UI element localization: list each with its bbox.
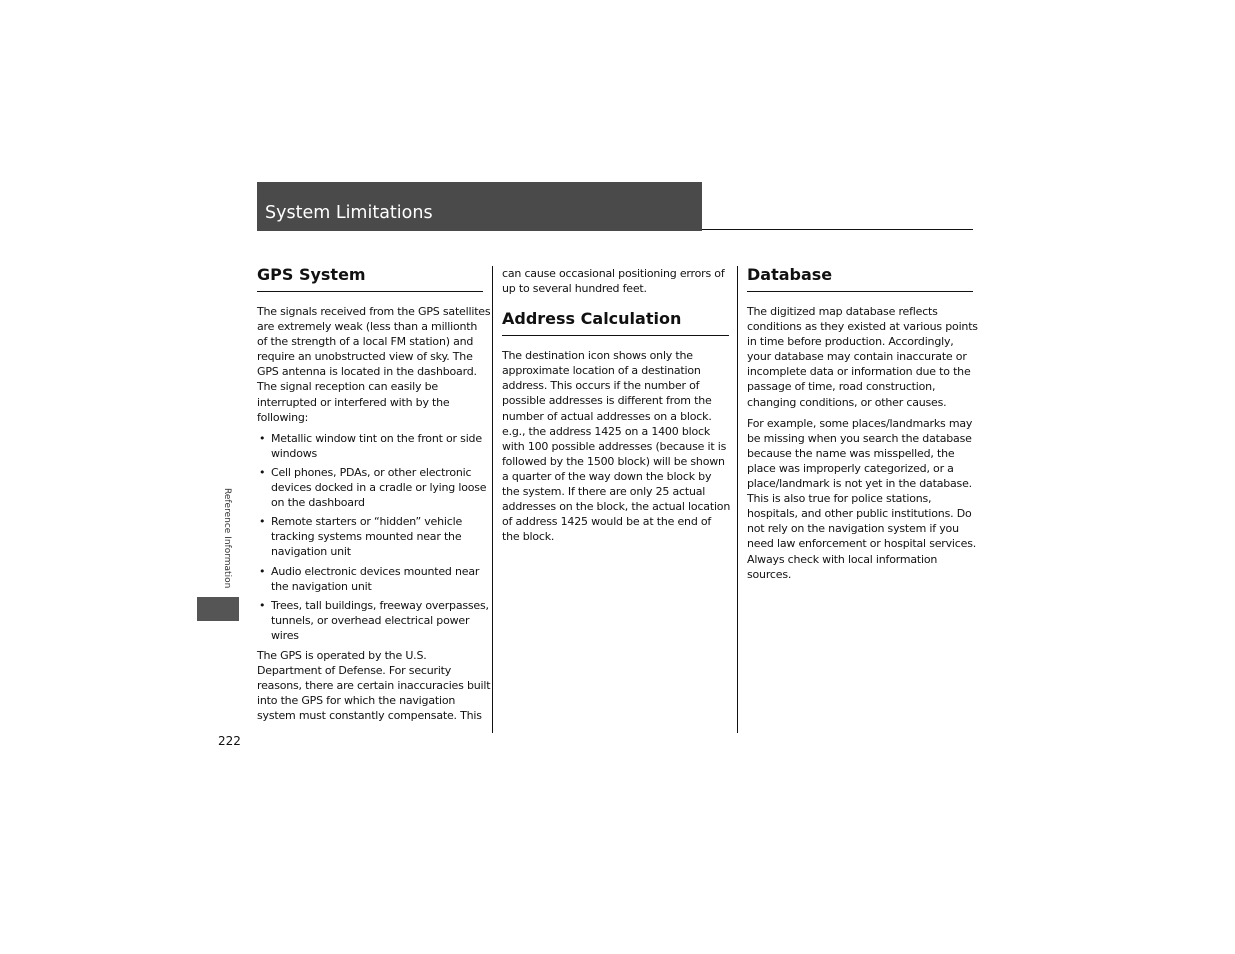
text-line: Trees, tall buildings, freeway overpasses, [271,598,489,612]
text-line: devices docked in a cradle or lying loose [271,481,487,495]
text-line: reasons, there are certain inaccuracies built [257,679,491,693]
text-line: The destination icon shows only the [502,349,693,363]
chapter-tab [197,597,239,621]
text-line: The signals received from the GPS satellites [257,305,491,318]
database-paragraph-2 [747,416,977,582]
text-line: of address 1425 would be at the end of [502,515,712,529]
title-rule [702,229,973,230]
text-line: need law enforcement or hospital services. [747,537,977,551]
text-line: into the GPS for which the navigation [257,694,456,708]
bullet-icon: • [259,431,266,445]
list-item [257,564,483,594]
gps-closing-paragraph [257,648,491,723]
bullet-icon: • [259,515,266,529]
text-line: the system. If there are only 25 actual [502,485,706,499]
text-line: be missing when you search the database [747,431,972,445]
text-line: The GPS is operated by the U.S. [257,648,427,662]
text-line: tunnels, or overhead electrical power [271,613,470,627]
text-line: Always check with local information [747,552,938,566]
bullet-icon: • [259,465,266,479]
list-item-text [271,515,462,558]
text-line: e.g., the address 1425 on a 1400 block [502,424,711,438]
text-line: system must constantly compensate. This [257,709,482,723]
text-line: because the name was misspelled, the [747,446,955,460]
text-line: addresses on the block, the actual location [502,500,731,514]
text-line: followed by the 1500 block) will be shown [502,454,725,468]
bullet-icon: • [259,598,266,612]
interference-list [257,431,489,643]
text-line: place/landmark is not yet in the database. [747,477,972,491]
text-line: in time before production. Accordingly, [747,335,954,349]
text-line: of the strength of a local FM station) and [257,335,474,349]
page-title: System Limitations [265,203,433,223]
text-line: possible addresses is different from the [502,394,712,408]
text-line: place was improperly categorized, or a [747,461,954,475]
text-line: For example, some places/landmarks may [747,416,973,430]
text-line: following: [257,410,309,424]
text-line: The digitized map database reflects [747,305,938,318]
text-line: require an unobstructed view of sky. The [257,350,473,364]
list-item-text [271,565,479,593]
text-line: interrupted or interfered with by the [257,395,450,409]
section-heading-address-calculation: Address Calculation [502,308,729,336]
gps-continued-paragraph [502,266,729,296]
text-line: sources. [747,567,792,581]
text-line: a quarter of the way down the block by [502,469,712,483]
text-line: are extremely weak (less than a millionth [257,320,478,334]
text-line: your database may contain inaccurate or [747,350,967,364]
text-line: navigation unit [271,545,351,559]
text-line: conditions as they existed at various points [747,320,978,334]
list-item [257,514,483,559]
text-line: can cause occasional positioning errors of [502,267,725,280]
database-paragraph-1 [747,304,978,410]
text-line: on the dashboard [271,496,365,510]
gps-system-section [257,264,491,729]
text-line: tracking systems mounted near the [271,530,462,544]
text-line: This is also true for police stations, [747,492,932,506]
text-line: Metallic window tint on the front or side [271,431,482,445]
section-heading-database: Database [747,264,973,292]
text-line: Audio electronic devices mounted near [271,564,480,578]
gps-intro-paragraph [257,304,491,425]
list-item-text [271,466,486,509]
address-calculation-column [502,266,729,550]
list-item [257,431,483,461]
text-line: hospitals, and other public institutions. Do [747,507,972,521]
text-line: windows [271,446,318,460]
address-calculation-paragraph [502,348,729,544]
text-line: approximate location of a destination [502,364,701,378]
page-number: 222 [218,734,241,748]
column-divider [737,266,738,733]
section-heading-gps-system: GPS System [257,264,483,292]
text-line: with 100 possible addresses (because it is [502,439,727,453]
text-line: changing conditions, or other causes. [747,395,947,409]
chapter-label: Reference Information [222,488,232,589]
text-line: wires [271,628,299,642]
text-line: Department of Defense. For security [257,664,452,678]
text-line: the block. [502,530,555,544]
column-divider [492,266,493,733]
bullet-icon: • [259,564,266,578]
text-line: the navigation unit [271,579,372,593]
text-line: address. This occurs if the number of [502,379,700,393]
text-line: Cell phones, PDAs, or other electronic [271,465,472,479]
list-item-text [271,432,482,460]
text-line: passage of time, road construction, [747,380,936,394]
list-item [257,598,489,643]
list-item [257,465,487,510]
text-line: number of actual addresses on a block. [502,409,712,423]
text-line: Remote starters or “hidden” vehicle [271,515,463,529]
text-line: GPS antenna is located in the dashboard. [257,365,477,379]
title-bar [257,182,702,231]
list-item-text [271,599,489,642]
database-section [747,264,978,588]
text-line: The signal reception can easily be [257,380,438,394]
text-line: not rely on the navigation system if you [747,522,959,536]
text-line: incomplete data or information due to the [747,365,971,379]
text-line: up to several hundred feet. [502,282,647,296]
